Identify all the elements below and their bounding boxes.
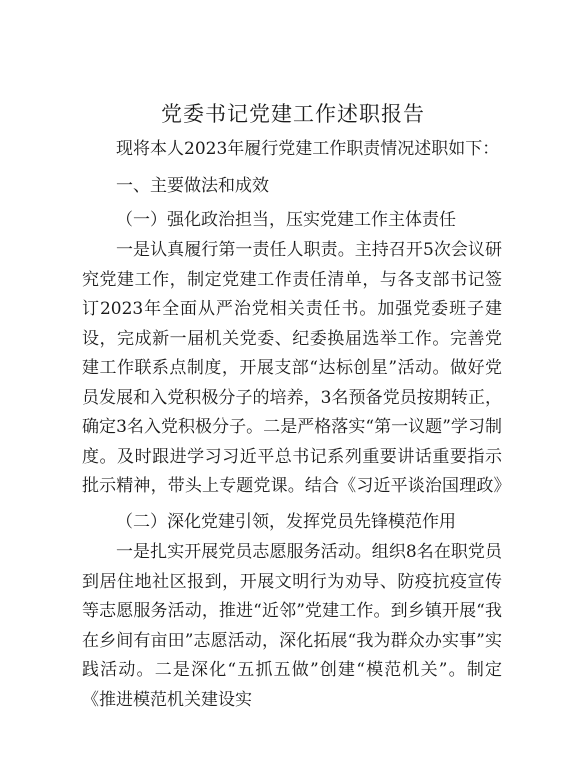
document-title: 党委书记党建工作述职报告: [161, 102, 425, 126]
subsection-heading-2: （二）深化党建引领，发挥党员先锋模范作用: [116, 512, 456, 532]
intro-paragraph: 现将本人2023年履行党建工作职责情况述职如下：: [116, 139, 500, 159]
subsection-body-1: 一是认真履行第一责任人职责。主持召开5次会议研究党建工作，制定党建工作责任清单，与各支部书记签订2023年全面从严治党相关责任书。加强党委班子建设，完成新一届机关党委、纪委换届选举工作。完善党建工作联系点制度，开展支部“达标创星”活动。做好党员发展和入党积极分子的培养，3名预备党员按期转正，确定3名入党积极分子。二是严格落实“第一议题”学习制度。及时跟进学习习近平总书记系列重要讲话重要指示批示精神，带头上专题党课。结合《习近平谈治国理政》: [82, 240, 502, 496]
subsection-heading-1: （一）强化政治担当，压实党建工作主体责任: [116, 210, 456, 230]
subsection-body-2: 一是扎实开展党员志愿服务活动。组织8名在职党员到居住地社区报到，开展文明行为劝导、防疫抗疫宣传等志愿服务活动，推进“近邻”党建工作。到乡镇开展“我在乡间有亩田”志愿活动，深化拓展“我为群众办实事”实践活动。二是深化“五抓五做”创建“模范机关”。制定《推进模范机关建设实: [82, 542, 502, 710]
section-heading: 一、主要做法和成效: [116, 176, 269, 196]
